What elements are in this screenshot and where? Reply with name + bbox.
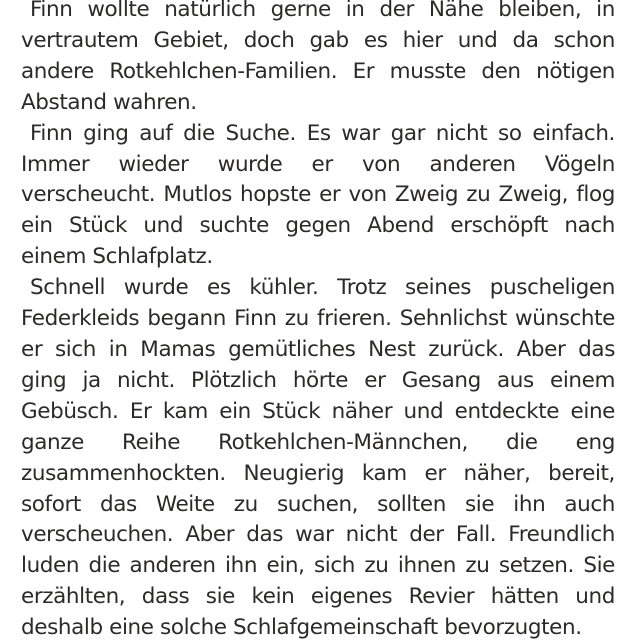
story-text-page bbox=[21, 0, 615, 644]
paragraph-sleeping-group: Schnell wurde es kühler. Trotz seines puscheligen Federkleids begann Finn zu frieren. Sehnlichst wünschte er sich in Mamas gemütliches Nest zurück. Aber das ging ja nicht. Plötzlich hörte er Gesang aus einem Gebüsch. Er kam ein Stück näher und entdeckte eine ganze Reihe Rotkehlchen-Männchen, die eng zusammenhockten. Neugierig kam er näher, bereit, sofort das Weite zu suchen, sollten sie ihn auch verscheuchen. Aber das war nicht der Fall. Freundlich luden die anderen ihn ein, sich zu ihnen zu setzen. Sie erzählten, dass sie kein eigenes Revier hätten und deshalb eine solche Schlafgemeinschaft bevorzugten. bbox=[21, 275, 615, 641]
paragraph-search-journey: Finn ging auf die Suche. Es war gar nicht so einfach. Immer wieder wurde er von anderen Vögeln verscheucht. Mutlos hopste er von Zweig zu Zweig, flog ein Stück und suchte gegen Abend erschöpft nach einem Schlafplatz. bbox=[21, 120, 615, 270]
paragraph-search-intro: Finn wollte natürlich gerne in der Nähe bleiben, in vertrautem Gebiet, doch gab es hier und da schon andere Rotkehlchen-Familien. Er musste den nötigen Abstand wahren. bbox=[21, 0, 615, 115]
